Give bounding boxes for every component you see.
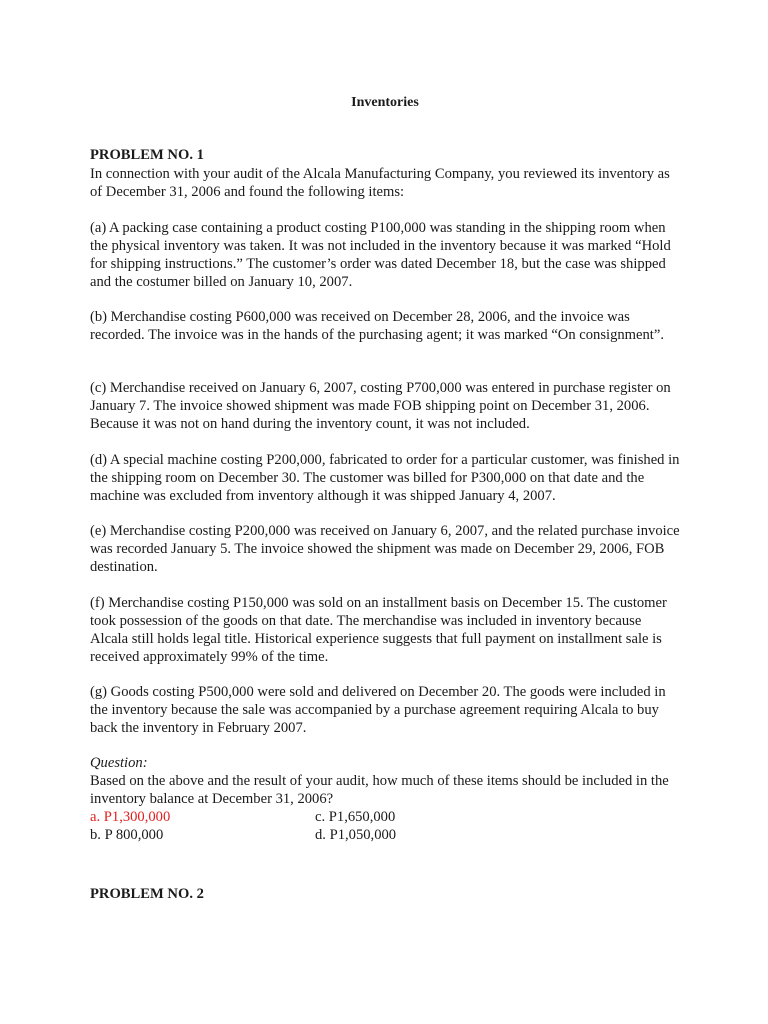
item-f-block	[90, 594, 680, 666]
question-label: Question:	[90, 755, 148, 771]
item-e: (e) Merchandise costing P200,000 was received on January 6, 2007, and the related purchase invoice was recorded January 5. The invoice showed the shipment was made on December 29, 2006, FOB destination.	[90, 523, 684, 575]
question-block	[90, 754, 680, 844]
choice-d: d. P1,050,000	[315, 827, 397, 843]
choice-c: c. P1,650,000	[315, 809, 396, 825]
item-c: (c) Merchandise received on January 6, 2007, costing P700,000 was entered in purchase register on January 7. The invoice showed shipment was made FOB shipping point on December 31, 2006. Because it was not on hand during the inventory count, it was not included.	[90, 380, 675, 432]
item-a: (a) A packing case containing a product costing P100,000 was standing in the shipping room when the physical inventory was taken. It was not included in the inventory because it was marked “Hold for shipping instructions.” The customer’s order was dated December 18, but the case was shipped and the costumer billed on January 10, 2007.	[90, 220, 675, 290]
problem-1-intro-block	[90, 165, 680, 201]
item-d-block	[90, 451, 684, 505]
item-f: (f) Merchandise costing P150,000 was sold on an installment basis on December 15. The customer took possession of the goods on that date. The merchandise was included in inventory because Alcala still holds legal title. Historical experience suggests that full payment on installment sale is received approximately 99% of the time.	[90, 595, 671, 665]
item-d: (d) A special machine costing P200,000, fabricated to order for a particular customer, was finished in the shipping room on December 30. The customer was billed for P300,000 on that date and the machine was excluded from inventory although it was shipped January 4, 2007.	[90, 452, 684, 504]
item-c-block	[90, 379, 680, 433]
problem-1-heading-block	[90, 146, 680, 164]
problem-2-heading-block	[90, 885, 680, 903]
document-title: Inventories	[351, 95, 419, 110]
item-e-block	[90, 522, 684, 576]
problem-1-intro: In connection with your audit of the Alcala Manufacturing Company, you reviewed its inventory as of December 31, 2006 and found the following items:	[90, 166, 674, 200]
choice-a: a. P1,300,000	[90, 809, 171, 825]
item-b: (b) Merchandise costing P600,000 was received on December 28, 2006, and the invoice was recorded. The invoice was in the hands of the purchasing agent; it was marked “On consignment”.	[90, 309, 664, 343]
item-a-block	[90, 219, 680, 291]
item-b-block	[90, 308, 680, 344]
answer-choices	[90, 808, 680, 844]
item-g: (g) Goods costing P500,000 were sold and delivered on December 20. The goods were included in the inventory because the sale was accompanied by a purchase agreement requiring Alcala to buy back the inventory in February 2007.	[90, 684, 670, 736]
problem-2-heading: PROBLEM NO. 2	[90, 886, 204, 902]
problem-1-heading: PROBLEM NO. 1	[90, 147, 204, 163]
item-g-block	[90, 683, 680, 737]
choice-b: b. P 800,000	[90, 827, 164, 843]
question-text: Based on the above and the result of your audit, how much of these items should be included in the inventory balance at December 31, 2006?	[90, 773, 673, 807]
